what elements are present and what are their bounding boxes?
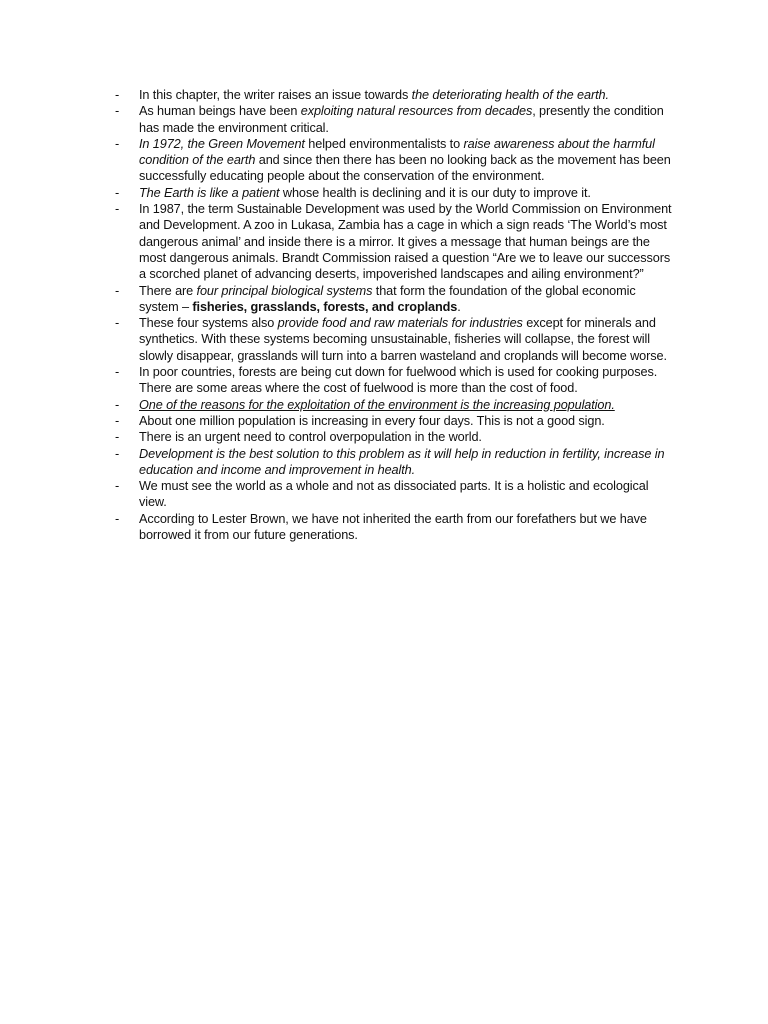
text-run: About one million population is increasing in every four days. This is not a good sign. bbox=[139, 413, 605, 428]
list-item-text bbox=[139, 136, 678, 185]
text-run: exploiting natural resources from decades bbox=[300, 104, 533, 119]
text-run: One of the reasons for the exploitation of the environment is the increasing population. bbox=[139, 397, 615, 412]
bullet-dash: - bbox=[115, 283, 120, 298]
text-run: whose health is declining and it is our duty to improve it. bbox=[279, 185, 591, 200]
list-item bbox=[112, 201, 678, 282]
list-item bbox=[112, 429, 678, 445]
list-item-text bbox=[139, 283, 678, 316]
list-item bbox=[112, 283, 678, 316]
bullet-dash: - bbox=[115, 88, 120, 102]
text-run: except for minerals and synthetics. With these systems becoming unsustainable, fisheries will collapse, the forest will slowly disappear, grasslands will turn into a barren wasteland and croplands will become worse. bbox=[139, 316, 667, 363]
text-run: the deteriorating health of the earth. bbox=[411, 88, 609, 102]
bullet-dash: - bbox=[115, 430, 120, 445]
text-run: These four systems also bbox=[139, 316, 278, 331]
list-item bbox=[112, 446, 678, 479]
text-run: four principal biological systems bbox=[196, 283, 373, 298]
bullet-dash: - bbox=[115, 365, 120, 380]
list-item-text bbox=[139, 397, 678, 413]
list-item bbox=[112, 185, 678, 201]
bullet-dash: - bbox=[115, 479, 120, 494]
list-item-text bbox=[139, 446, 678, 479]
bullet-dash: - bbox=[115, 104, 120, 119]
list-item-text bbox=[139, 478, 678, 511]
list-item-text bbox=[139, 185, 678, 201]
text-run: Development is the best solution to this problem as it will help in reduction in fertility, increase in education and income and improvement in health. bbox=[139, 446, 665, 477]
list-item bbox=[112, 136, 678, 185]
text-run: . bbox=[457, 299, 461, 314]
text-run: In 1987, the term Sustainable Development was used by the World Commission on Environment and Development. A zoo in Lukasa, Zambia has a cage in which a sign reads ‘The World’s most dangerous animal’ and inside there is a mirror. It gives a message that human beings are the most dangerous animals. Brandt Commission raised a question “Are we to leave our successors a scorched planet of advancing deserts, impoverished landscapes and ailing environment?” bbox=[139, 202, 672, 282]
bullet-dash: - bbox=[115, 397, 120, 412]
text-run: In this chapter, the writer raises an issue towards bbox=[139, 88, 412, 102]
list-item bbox=[112, 315, 678, 364]
text-run: , presently the condition has made the environment critical. bbox=[139, 104, 664, 135]
list-item-text bbox=[139, 87, 678, 103]
bullet-dash: - bbox=[115, 136, 120, 151]
bullet-dash: - bbox=[115, 511, 120, 526]
list-item-text bbox=[139, 511, 678, 544]
list-item-text bbox=[139, 103, 678, 136]
bullet-dash: - bbox=[115, 413, 120, 428]
text-run: According to Lester Brown, we have not inherited the earth from our forefathers but we have borrowed it from our future generations. bbox=[139, 511, 647, 543]
text-run: We must see the world as a whole and not as dissociated parts. It is a holistic and ecological view. bbox=[139, 479, 649, 510]
list-item bbox=[112, 103, 678, 136]
list-item-text bbox=[139, 201, 678, 282]
text-run: The Earth is like a patient bbox=[139, 185, 280, 200]
list-item bbox=[112, 413, 678, 429]
bullet-list bbox=[112, 87, 678, 543]
list-item-text bbox=[139, 429, 678, 445]
text-run: There is an urgent need to control overpopulation in the world. bbox=[139, 430, 482, 445]
list-item bbox=[112, 478, 678, 511]
bullet-dash: - bbox=[115, 202, 120, 217]
list-item-text bbox=[139, 315, 678, 364]
text-run: that form the foundation of the global economic system – bbox=[139, 283, 636, 314]
text-run: raise awareness about the harmful condition of the earth bbox=[139, 136, 655, 168]
text-run: As human beings have been bbox=[139, 104, 301, 119]
text-run: In poor countries, forests are being cut down for fuelwood which is used for cooking purposes. There are some areas where the cost of fuelwood is more than the cost of food. bbox=[139, 365, 658, 396]
text-run: There are bbox=[139, 283, 197, 298]
text-run: helped environmentalists to bbox=[304, 136, 464, 151]
text-run: fisheries, grasslands, forests, and croplands bbox=[192, 299, 458, 314]
text-run: In 1972, the Green Movement bbox=[139, 136, 305, 151]
list-item bbox=[112, 87, 678, 103]
bullet-dash: - bbox=[115, 316, 120, 331]
list-item bbox=[112, 511, 678, 544]
list-item bbox=[112, 397, 678, 413]
list-item-text bbox=[139, 413, 678, 429]
list-item-text bbox=[139, 364, 678, 397]
text-run: and since then there has been no looking back as the movement has been successfully educating people about the conservation of the environment. bbox=[139, 153, 671, 184]
list-item bbox=[112, 364, 678, 397]
bullet-dash: - bbox=[115, 185, 120, 200]
text-run: provide food and raw materials for industries bbox=[277, 316, 523, 331]
bullet-dash: - bbox=[115, 446, 120, 461]
